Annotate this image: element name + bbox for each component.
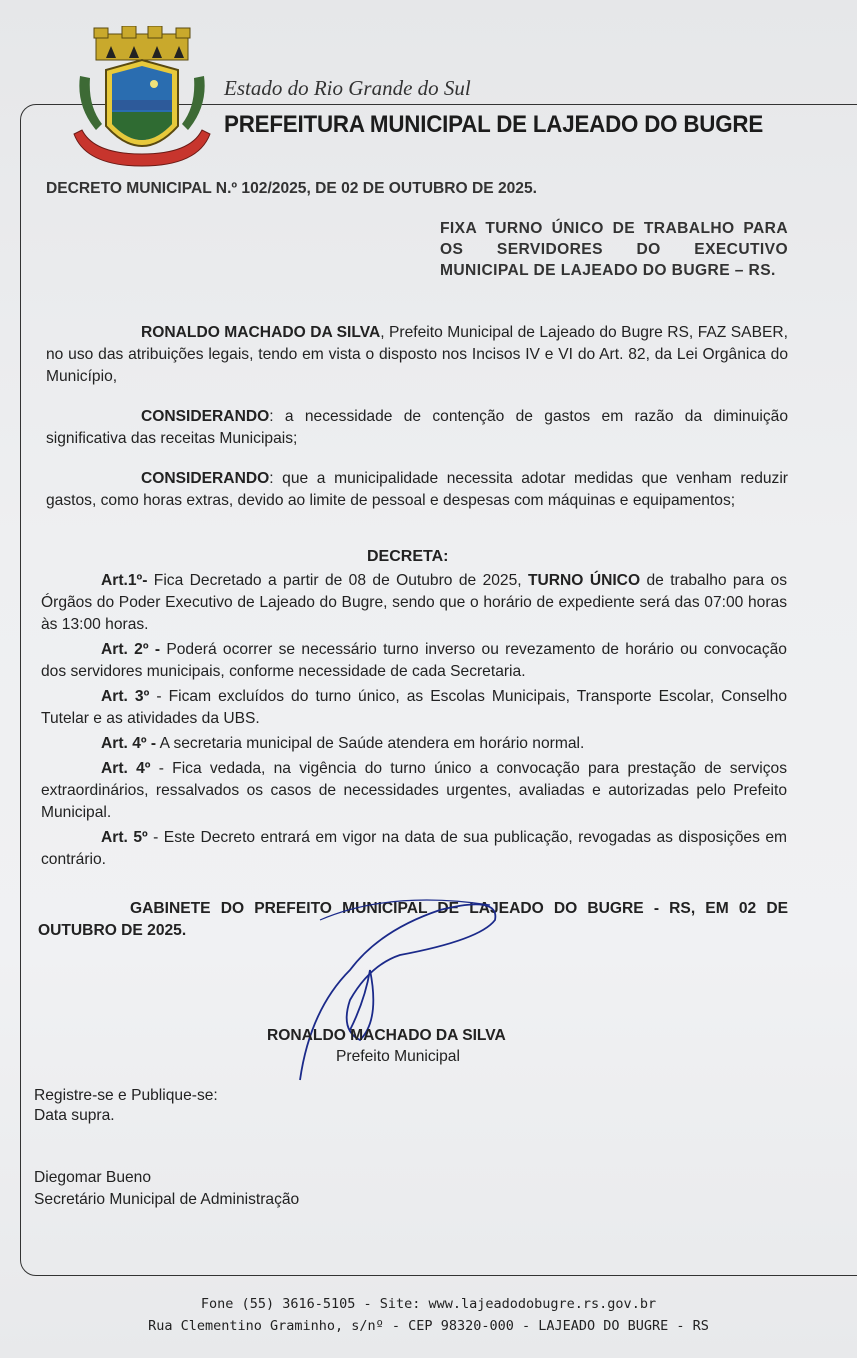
article-text: - Ficam excluídos do turno único, as Escolas Municipais, Transporte Escolar, Conselho Tutelar e as atividades da UBS. xyxy=(41,688,787,727)
article-text: - Fica vedada, na vigência do turno único a convocação para prestação de serviços extraordinários, ressalvados os casos de necessidades urgentes, avaliadas e autorizadas pelo Prefeito Municipal. xyxy=(41,760,787,821)
municipal-coat-of-arms-logo xyxy=(66,26,218,182)
article-bold-text: TURNO ÚNICO xyxy=(528,572,641,589)
secretary-name: Diegomar Bueno xyxy=(34,1169,152,1186)
state-name: Estado do Rio Grande do Sul xyxy=(224,76,471,100)
considerando-1-text: : a necessidade de contenção de gastos em razão da diminuição significativa das receitas Municipais; xyxy=(46,408,788,447)
article-4b xyxy=(41,758,787,824)
considerando-2 xyxy=(46,468,788,512)
article-text: A secretaria municipal de Saúde atendera em horário normal. xyxy=(156,735,585,752)
article-label: Art. 5º xyxy=(101,829,148,846)
article-label: Art. 3º xyxy=(101,688,150,705)
preamble-text: , Prefeito Municipal de Lajeado do Bugre RS, FAZ SABER, no uso das atribuições legais, tendo em vista o disposto nos Incisos IV e VI do Art. 82, da Lei Orgânica do Município, xyxy=(46,324,788,385)
considerando-label: CONSIDERANDO xyxy=(141,470,270,487)
mayor-name: RONALDO MACHADO DA SILVA xyxy=(141,324,381,341)
municipality-title: PREFEITURA MUNICIPAL DE LAJEADO DO BUGRE xyxy=(224,111,764,138)
article-label: Art. 4º xyxy=(101,760,151,777)
article-4 xyxy=(41,733,787,755)
register-line-2: Data supra. xyxy=(34,1107,115,1124)
article-5 xyxy=(41,827,787,871)
article-text: - Este Decreto entrará em vigor na data de sua publicação, revogadas as disposições em contrário. xyxy=(41,829,787,868)
article-1 xyxy=(41,570,787,636)
considerando-1 xyxy=(46,406,788,450)
footer-address: Rua Clementino Graminho, s/nº - CEP 98320-000 - LAJEADO DO BUGRE - RS xyxy=(148,1318,709,1334)
decree-title: DECRETO MUNICIPAL N.º 102/2025, DE 02 DE OUTUBRO DE 2025. xyxy=(46,180,537,197)
article-label: Art. 2º - xyxy=(101,641,161,658)
article-2 xyxy=(41,639,787,683)
article-text: de trabalho para os Órgãos do Poder Executivo de Lajeado do Bugre, sendo que o horário de expediente será das 07:00 horas às 13:00 horas. xyxy=(41,572,787,633)
article-label: Art. 4º - xyxy=(101,735,157,752)
article-text: Poderá ocorrer se necessário turno inverso ou revezamento de horário ou convocação dos servidores municipais, conforme necessidade de cada Secretaria. xyxy=(41,641,787,680)
article-3 xyxy=(41,686,787,730)
register-line-1: Registre-se e Publique-se: xyxy=(34,1087,218,1104)
considerando-2-text: : que a municipalidade necessita adotar medidas que venham reduzir gastos, como horas extras, devido ao limite de pessoal e despesas com máquinas e equipamentos; xyxy=(46,470,788,509)
article-label: Art.1º- xyxy=(101,572,148,589)
closing-statement: GABINETE DO PREFEITO MUNICIPAL DE LAJEADO DO BUGRE - RS, EM 02 DE OUTUBRO DE 2025. xyxy=(38,900,788,939)
footer-contact: Fone (55) 3616-5105 - Site: www.lajeadodobugre.rs.gov.br xyxy=(200,1296,657,1312)
decree-summary: FIXA TURNO ÚNICO DE TRABALHO PARA OS SERVIDORES DO EXECUTIVO MUNICIPAL DE LAJEADO DO BUGRE – RS. xyxy=(440,220,788,279)
decreta-heading: DECRETA: xyxy=(367,548,449,565)
secretary-role: Secretário Municipal de Administração xyxy=(34,1191,300,1208)
signer-role: Prefeito Municipal xyxy=(336,1048,460,1065)
article-text: Fica Decretado a partir de 08 de Outubro de 2025, xyxy=(147,572,528,589)
preamble xyxy=(46,322,788,388)
articles xyxy=(41,570,787,874)
signer-name: RONALDO MACHADO DA SILVA xyxy=(267,1027,506,1044)
considerando-label: CONSIDERANDO xyxy=(141,408,270,425)
